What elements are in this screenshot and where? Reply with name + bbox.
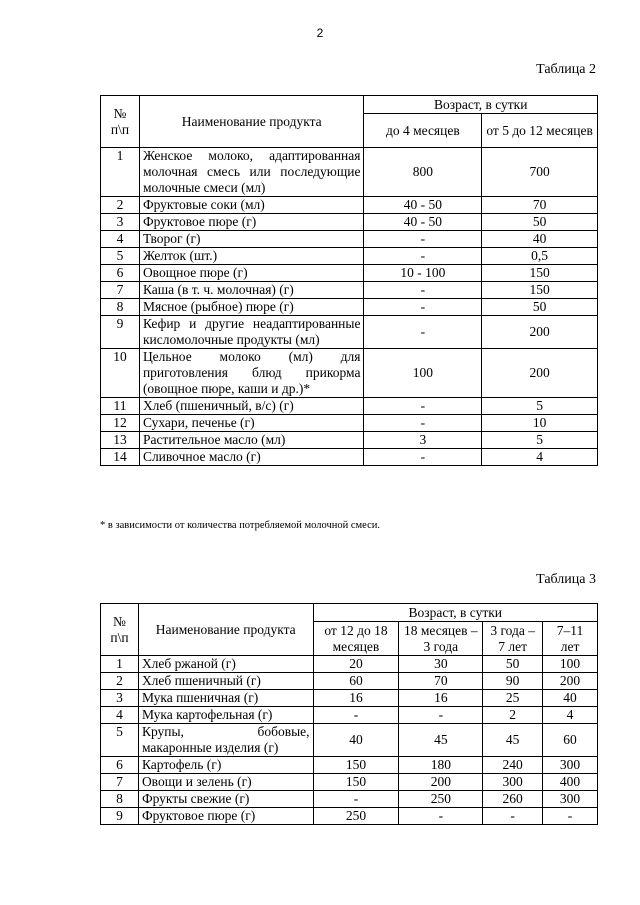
value-cell-3: 50 (483, 656, 543, 673)
table-3-header-col3: 3 года – 7 лет (483, 622, 543, 656)
row-number-cell: 1 (101, 148, 140, 197)
table-2-header-product: Наименование продукта (139, 96, 364, 148)
table-2-header-age: Возраст, в сутки (364, 96, 598, 114)
value-cell-2: 30 (399, 656, 483, 673)
row-number-cell: 3 (101, 690, 139, 707)
value-cell-2: 150 (482, 265, 598, 282)
value-cell-2: 45 (399, 724, 483, 757)
row-number-cell: 4 (101, 231, 140, 248)
value-cell-1: 3 (364, 432, 482, 449)
row-number-cell: 2 (101, 673, 139, 690)
value-cell-2: 16 (399, 690, 483, 707)
value-cell-1: - (364, 316, 482, 349)
product-name-cell: Хлеб пшеничный (г) (138, 673, 313, 690)
table-3-header-col1: от 12 до 18 месяцев (313, 622, 399, 656)
value-cell-3: - (483, 808, 543, 825)
row-number-cell: 5 (101, 248, 140, 265)
row-number-cell: 10 (101, 349, 140, 398)
value-cell-4: 40 (543, 690, 598, 707)
value-cell-3: 240 (483, 757, 543, 774)
row-number-cell: 5 (101, 724, 139, 757)
table-row (101, 282, 598, 299)
value-cell-2: 70 (399, 673, 483, 690)
product-name-cell: Овощное пюре (г) (139, 265, 364, 282)
table-3-header-age: Возраст, в сутки (313, 604, 597, 622)
row-number-cell: 2 (101, 197, 140, 214)
value-cell-3: 45 (483, 724, 543, 757)
product-name-cell: Сухари, печенье (г) (139, 415, 364, 432)
table-row (101, 299, 598, 316)
product-name-cell: Желток (шт.) (139, 248, 364, 265)
table-row (101, 673, 598, 690)
value-cell-2: 10 (482, 415, 598, 432)
table-3-caption: Таблица 3 (536, 572, 596, 587)
table-3 (100, 603, 598, 825)
value-cell-2: 5 (482, 432, 598, 449)
table-2-header-col2: от 5 до 12 месяцев (482, 114, 598, 148)
product-name-cell: Фруктовые соки (мл) (139, 197, 364, 214)
table-row (101, 774, 598, 791)
row-number-cell: 4 (101, 707, 139, 724)
table-2-header-row (101, 96, 598, 114)
row-number-cell: 8 (101, 791, 139, 808)
product-name-cell: Фрукты свежие (г) (138, 791, 313, 808)
value-cell-1: 150 (313, 774, 399, 791)
row-number-cell: 1 (101, 656, 139, 673)
product-name-cell: Цельное молоко (мл) для приготовления блюд прикорма (овощное пюре, каши и др.)* (139, 349, 364, 398)
table-row (101, 316, 598, 349)
product-name-cell: Крупы, бобовые, макаронные изделия (г) (138, 724, 313, 757)
table-row (101, 449, 598, 466)
table-row (101, 148, 598, 197)
product-name-cell: Овощи и зелень (г) (138, 774, 313, 791)
table-row (101, 432, 598, 449)
value-cell-2: 200 (399, 774, 483, 791)
value-cell-4: - (543, 808, 598, 825)
value-cell-1: 60 (313, 673, 399, 690)
product-name-cell: Каша (в т. ч. молочная) (г) (139, 282, 364, 299)
row-number-cell: 12 (101, 415, 140, 432)
product-name-cell: Фруктовое пюре (г) (139, 214, 364, 231)
product-name-cell: Мука картофельная (г) (138, 707, 313, 724)
table-row (101, 248, 598, 265)
row-number-cell: 7 (101, 774, 139, 791)
table-row (101, 690, 598, 707)
table-row (101, 791, 598, 808)
value-cell-2: 0,5 (482, 248, 598, 265)
value-cell-2: 40 (482, 231, 598, 248)
row-number-cell: 6 (101, 757, 139, 774)
value-cell-1: 16 (313, 690, 399, 707)
value-cell-1: 40 (313, 724, 399, 757)
table-row (101, 197, 598, 214)
value-cell-2: 200 (482, 349, 598, 398)
value-cell-1: 40 - 50 (364, 197, 482, 214)
table-row (101, 808, 598, 825)
row-number-cell: 11 (101, 398, 140, 415)
value-cell-3: 90 (483, 673, 543, 690)
value-cell-1: - (313, 707, 399, 724)
value-cell-1: - (313, 791, 399, 808)
row-number-cell: 8 (101, 299, 140, 316)
value-cell-1: 10 - 100 (364, 265, 482, 282)
product-name-cell: Мука пшеничная (г) (138, 690, 313, 707)
table-2-footnote: * в зависимости от количества потребляемой молочной смеси. (100, 520, 380, 531)
value-cell-4: 200 (543, 673, 598, 690)
row-number-cell: 9 (101, 316, 140, 349)
table-row (101, 214, 598, 231)
value-cell-1: 150 (313, 757, 399, 774)
value-cell-2: 50 (482, 299, 598, 316)
table-row (101, 265, 598, 282)
product-name-cell: Мясное (рыбное) пюре (г) (139, 299, 364, 316)
value-cell-4: 400 (543, 774, 598, 791)
value-cell-4: 300 (543, 791, 598, 808)
product-name-cell: Сливочное масло (г) (139, 449, 364, 466)
value-cell-2: 5 (482, 398, 598, 415)
value-cell-1: - (364, 449, 482, 466)
value-cell-2: 4 (482, 449, 598, 466)
table-3-header-col2: 18 месяцев – 3 года (399, 622, 483, 656)
row-number-cell: 7 (101, 282, 140, 299)
value-cell-1: - (364, 299, 482, 316)
table-3-header-row (101, 604, 598, 622)
value-cell-1: - (364, 398, 482, 415)
value-cell-1: 800 (364, 148, 482, 197)
product-name-cell: Кефир и другие неадаптированные кисломолочные продукты (мл) (139, 316, 364, 349)
value-cell-1: - (364, 231, 482, 248)
table-row (101, 349, 598, 398)
value-cell-4: 300 (543, 757, 598, 774)
table-2-header-col1: до 4 месяцев (364, 114, 482, 148)
product-name-cell: Картофель (г) (138, 757, 313, 774)
value-cell-3: 25 (483, 690, 543, 707)
row-number-cell: 13 (101, 432, 140, 449)
table-row (101, 415, 598, 432)
table-row (101, 656, 598, 673)
value-cell-4: 60 (543, 724, 598, 757)
value-cell-4: 100 (543, 656, 598, 673)
value-cell-3: 300 (483, 774, 543, 791)
table-row (101, 231, 598, 248)
page-number: 2 (316, 26, 324, 40)
value-cell-1: 40 - 50 (364, 214, 482, 231)
value-cell-2: 150 (482, 282, 598, 299)
row-number-cell: 14 (101, 449, 140, 466)
table-row (101, 707, 598, 724)
table-row (101, 757, 598, 774)
table-2-header-num: № п\п (101, 96, 140, 148)
product-name-cell: Хлеб ржаной (г) (138, 656, 313, 673)
row-number-cell: 3 (101, 214, 140, 231)
product-name-cell: Женское молоко, адаптированная молочная смесь или последующие молочные смеси (мл) (139, 148, 364, 197)
table-3-header-col4: 7–11 лет (543, 622, 598, 656)
row-number-cell: 6 (101, 265, 140, 282)
value-cell-2: 700 (482, 148, 598, 197)
product-name-cell: Фруктовое пюре (г) (138, 808, 313, 825)
value-cell-2: - (399, 707, 483, 724)
value-cell-3: 2 (483, 707, 543, 724)
table-row (101, 724, 598, 757)
value-cell-2: 250 (399, 791, 483, 808)
value-cell-1: - (364, 282, 482, 299)
value-cell-1: - (364, 248, 482, 265)
table-3-header-product: Наименование продукта (138, 604, 313, 656)
value-cell-1: 20 (313, 656, 399, 673)
table-3-header-num: № п\п (101, 604, 139, 656)
value-cell-2: 70 (482, 197, 598, 214)
value-cell-4: 4 (543, 707, 598, 724)
value-cell-2: 180 (399, 757, 483, 774)
row-number-cell: 9 (101, 808, 139, 825)
value-cell-2: - (399, 808, 483, 825)
product-name-cell: Растительное масло (мл) (139, 432, 364, 449)
value-cell-3: 260 (483, 791, 543, 808)
table-2-caption: Таблица 2 (536, 62, 596, 77)
product-name-cell: Хлеб (пшеничный, в/с) (г) (139, 398, 364, 415)
product-name-cell: Творог (г) (139, 231, 364, 248)
value-cell-2: 200 (482, 316, 598, 349)
table-2 (100, 95, 598, 466)
table-row (101, 398, 598, 415)
value-cell-2: 50 (482, 214, 598, 231)
value-cell-1: - (364, 415, 482, 432)
value-cell-1: 100 (364, 349, 482, 398)
value-cell-1: 250 (313, 808, 399, 825)
